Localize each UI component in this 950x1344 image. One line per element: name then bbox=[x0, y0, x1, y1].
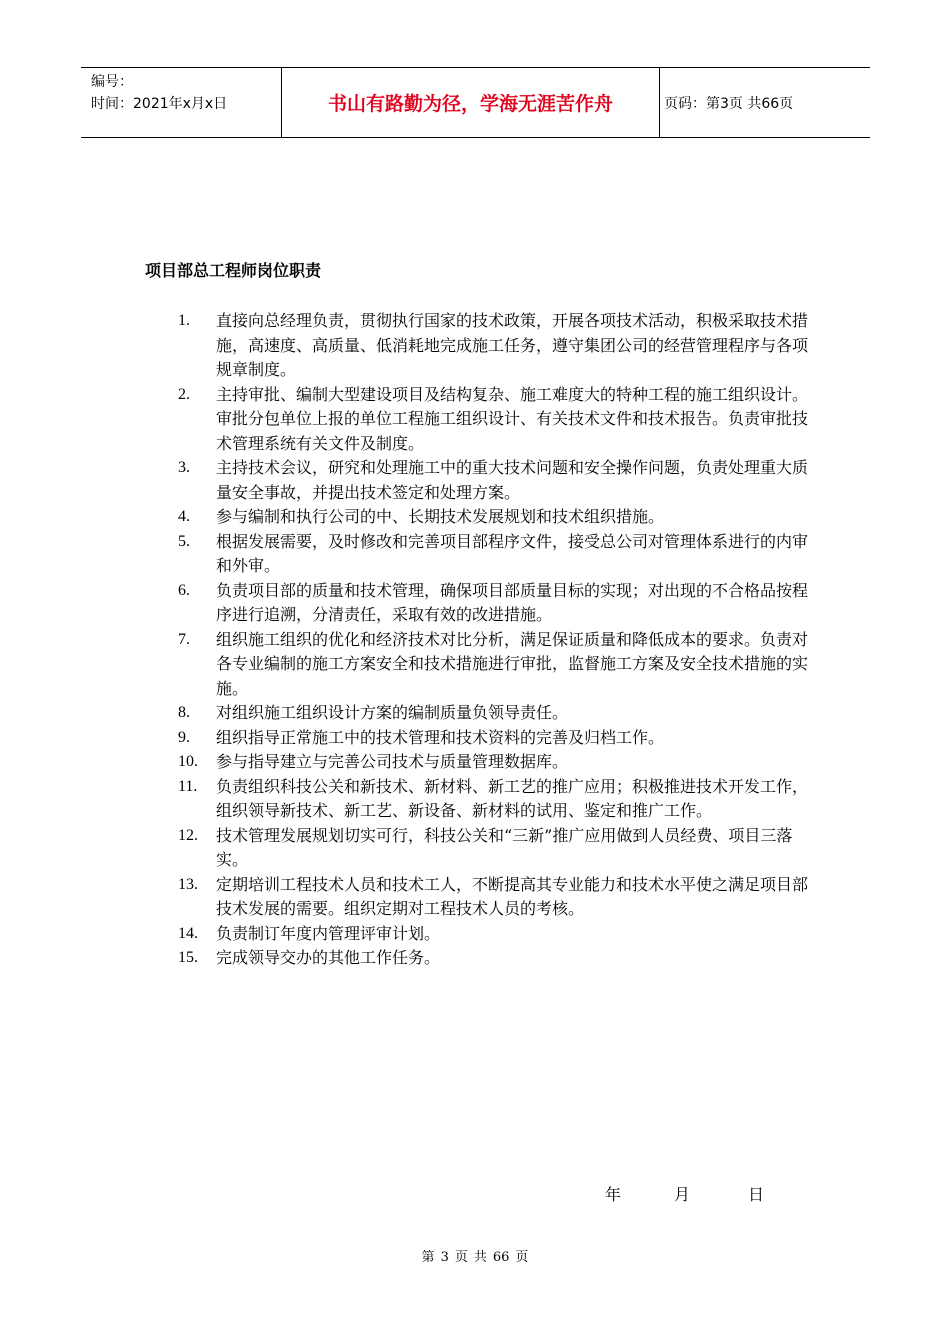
list-item bbox=[178, 383, 808, 457]
item-text: 负责项目部的质量和技术管理，确保项目部质量目标的实现；对出现的不合格品按程序进行追溯，分清责任，采取有效的改进措施。 bbox=[216, 580, 809, 624]
footer-text: 页 bbox=[515, 1250, 529, 1265]
list-item bbox=[178, 750, 808, 775]
item-text: 参与编制和执行公司的中、长期技术发展规划和技术组织措施。 bbox=[216, 507, 665, 526]
item-number: 14. bbox=[178, 924, 198, 942]
month-label: 月 bbox=[674, 1185, 691, 1204]
day-label: 日 bbox=[748, 1185, 765, 1204]
list-item bbox=[178, 309, 808, 383]
item-text: 对组织施工组织设计方案的编制质量负领导责任。 bbox=[216, 703, 569, 722]
item-text: 定期培训工程技术人员和技术工人，不断提高其专业能力和技术水平使之满足项目部技术发展的需要。组织定期对工程技术人员的考核。 bbox=[216, 874, 809, 918]
header-meta bbox=[81, 68, 281, 137]
page-header bbox=[81, 67, 870, 138]
footer-total-pages: 66 bbox=[492, 1250, 510, 1265]
list-item bbox=[178, 505, 808, 530]
item-number: 13. bbox=[178, 875, 198, 893]
item-text: 组织施工组织的优化和经济技术对比分析，满足保证质量和降低成本的要求。负责对各专业编制的施工方案安全和技术措施进行审批，监督施工方案及安全技术措施的实施。 bbox=[216, 629, 809, 698]
year-label: 年 bbox=[605, 1185, 622, 1204]
item-text: 完成领导交办的其他工作任务。 bbox=[216, 948, 441, 967]
item-number: 1. bbox=[178, 312, 190, 329]
document-title: 项目部总工程师岗位职责 bbox=[145, 261, 322, 280]
number-label: 编号： bbox=[91, 74, 133, 90]
item-text: 主持技术会议，研究和处理施工中的重大技术问题和安全操作问题，负责处理重大质量安全事故，并提出技术签定和处理方案。 bbox=[216, 458, 809, 502]
date-line bbox=[605, 1182, 764, 1205]
item-number: 12. bbox=[178, 826, 198, 844]
list-item bbox=[178, 873, 808, 922]
item-number: 2. bbox=[178, 385, 190, 403]
list-item bbox=[178, 922, 808, 947]
item-text: 组织指导正常施工中的技术管理和技术资料的完善及归档工作。 bbox=[216, 727, 665, 747]
item-text: 根据发展需要，及时修改和完善项目部程序文件，接受总公司对管理体系进行的内审和外审。 bbox=[216, 531, 809, 575]
list-item bbox=[178, 530, 808, 579]
item-number: 8. bbox=[178, 704, 190, 721]
list-item bbox=[178, 726, 808, 751]
item-text: 主持审批、编制大型建设项目及结构复杂、施工难度大的特种工程的施工组织设计。审批分包单位上报的单位工程施工组织设计、有关技术文件和技术报告。负责审批技术管理系统有关文件及制度。 bbox=[216, 384, 809, 453]
item-number: 9. bbox=[178, 728, 190, 746]
item-text: 技术管理发展规划切实可行，科技公关和“三新”推广应用做到人员经费、项目三落实。 bbox=[216, 825, 793, 869]
item-number: 7. bbox=[178, 630, 190, 648]
list-item bbox=[178, 775, 808, 824]
duties-list bbox=[178, 309, 808, 971]
list-item bbox=[178, 946, 808, 971]
item-text: 直接向总经理负责，贯彻执行国家的技术政策，开展各项技术活动，积极采取技术措施，高速度、高质量、低消耗地完成施工任务，遵守集团公司的经营管理程序与各项规章制度。 bbox=[216, 311, 809, 379]
item-text: 负责组织科技公关和新技术、新材料、新工艺的推广应用；积极推进技术开发工作，组织领导新技术、新工艺、新设备、新材料的试用、鉴定和推广工作。 bbox=[216, 776, 809, 820]
item-number: 3. bbox=[178, 459, 190, 476]
item-number: 5. bbox=[178, 532, 190, 550]
list-item bbox=[178, 824, 808, 873]
list-item bbox=[178, 456, 808, 505]
footer-page-number: 3 bbox=[440, 1250, 449, 1265]
footer-text: 共 bbox=[473, 1250, 487, 1265]
footer-text: 第 bbox=[421, 1250, 435, 1265]
item-number: 4. bbox=[178, 508, 190, 525]
list-item bbox=[178, 628, 808, 702]
list-item bbox=[178, 579, 808, 628]
item-number: 15. bbox=[178, 949, 198, 966]
page-footer bbox=[0, 1246, 950, 1265]
item-number: 11. bbox=[178, 777, 198, 795]
header-motto: 书山有路勤为径，学海无涯苦作舟 bbox=[281, 68, 660, 137]
item-number: 6. bbox=[178, 581, 190, 599]
item-number: 10. bbox=[178, 753, 198, 770]
footer-text: 页 bbox=[454, 1250, 468, 1265]
date-label: 时间：2021年x月x日 bbox=[91, 96, 228, 112]
item-text: 负责制订年度内管理评审计划。 bbox=[216, 923, 441, 943]
header-page-label: 页码：第3页 共66页 bbox=[664, 95, 794, 112]
item-text: 参与指导建立与完善公司技术与质量管理数据库。 bbox=[216, 752, 569, 771]
list-item bbox=[178, 701, 808, 726]
